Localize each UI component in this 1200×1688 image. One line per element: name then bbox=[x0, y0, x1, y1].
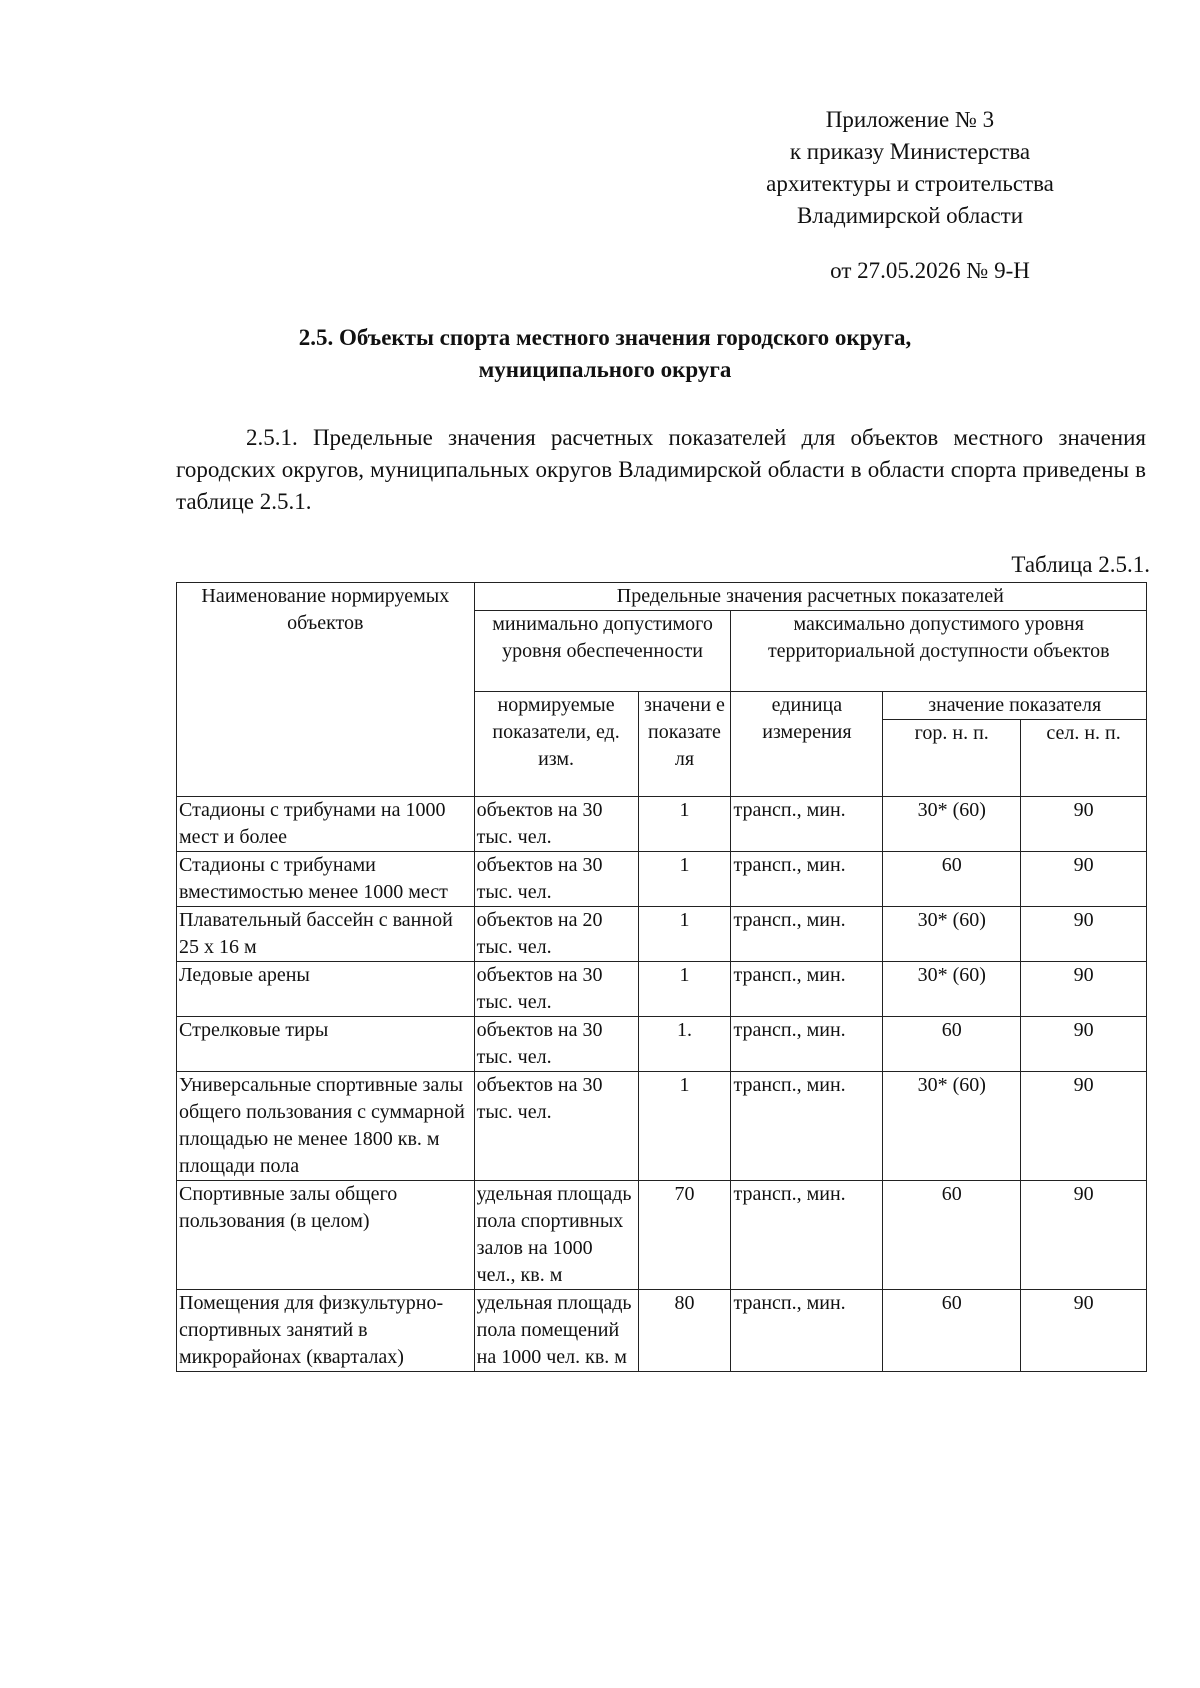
cell-value: 1 bbox=[638, 1072, 731, 1181]
cell-norm: объектов на 30 тыс. чел. bbox=[474, 1017, 638, 1072]
cell-unit: трансп., мин. bbox=[731, 1181, 883, 1290]
cell-rural: 90 bbox=[1021, 907, 1147, 962]
cell-rural: 90 bbox=[1021, 1290, 1147, 1372]
cell-rural: 90 bbox=[1021, 852, 1147, 907]
cell-unit: трансп., мин. bbox=[731, 1072, 883, 1181]
appendix-line: Приложение № 3 bbox=[825, 107, 995, 132]
cell-urban: 60 bbox=[883, 1290, 1021, 1372]
cell-urban: 60 bbox=[883, 1017, 1021, 1072]
appendix-line: Владимирской области bbox=[796, 203, 1024, 228]
header-norm-indicators: нормируемые показатели, ед. изм. bbox=[474, 692, 638, 797]
header-urban: гор. н. п. bbox=[883, 720, 1021, 797]
cell-norm: объектов на 30 тыс. чел. bbox=[474, 1072, 638, 1181]
intro-paragraph: 2.5.1. Предельные значения расчетных показателей для объектов местного значения городских округов, муниципальных округов Владимирской области в области спорта приведены в таблице 2.5.1. bbox=[176, 425, 1146, 514]
cell-unit: трансп., мин. bbox=[731, 797, 883, 852]
cell-rural: 90 bbox=[1021, 1181, 1147, 1290]
cell-name: Стадионы с трибунами вместимостью менее 1000 мест bbox=[177, 852, 475, 907]
cell-urban: 60 bbox=[883, 852, 1021, 907]
table-row bbox=[177, 1181, 1147, 1290]
cell-name: Плавательный бассейн с ванной 25 х 16 м bbox=[177, 907, 475, 962]
cell-value: 1 bbox=[638, 852, 731, 907]
cell-unit: трансп., мин. bbox=[731, 907, 883, 962]
header-unit: единица измерения bbox=[731, 692, 883, 797]
cell-name: Ледовые арены bbox=[177, 962, 475, 1017]
cell-urban: 30* (60) bbox=[883, 962, 1021, 1017]
norms-table bbox=[176, 582, 1147, 1372]
cell-norm: удельная площадь пола спортивных залов на 1000 чел., кв. м bbox=[474, 1181, 638, 1290]
table-row bbox=[177, 1072, 1147, 1181]
header-row bbox=[177, 583, 1147, 611]
appendix-line: к приказу Министерства bbox=[789, 139, 1031, 164]
cell-norm: объектов на 20 тыс. чел. bbox=[474, 907, 638, 962]
table-row bbox=[177, 1290, 1147, 1372]
cell-rural: 90 bbox=[1021, 962, 1147, 1017]
cell-value: 70 bbox=[638, 1181, 731, 1290]
header-limit-values: Предельные значения расчетных показателей bbox=[474, 583, 1146, 611]
section-title-line: 2.5. Объекты спорта местного значения городского округа, bbox=[298, 325, 912, 350]
cell-value: 1 bbox=[638, 907, 731, 962]
appendix-line: архитектуры и строительства bbox=[766, 171, 1054, 196]
table-caption: Таблица 2.5.1. bbox=[1011, 552, 1150, 577]
table-row bbox=[177, 962, 1147, 1017]
cell-norm: объектов на 30 тыс. чел. bbox=[474, 852, 638, 907]
header-min-level: минимально допустимого уровня обеспеченности bbox=[474, 611, 731, 692]
cell-urban: 30* (60) bbox=[883, 797, 1021, 852]
header-value: значени е показате ля bbox=[638, 692, 731, 797]
section-title-line: муниципального округа bbox=[478, 357, 732, 382]
cell-norm: объектов на 30 тыс. чел. bbox=[474, 962, 638, 1017]
cell-norm: удельная площадь пола помещений на 1000 чел. кв. м bbox=[474, 1290, 638, 1372]
cell-value: 1. bbox=[638, 1017, 731, 1072]
header-rural: сел. н. п. bbox=[1021, 720, 1147, 797]
table-row bbox=[177, 1017, 1147, 1072]
cell-rural: 90 bbox=[1021, 1017, 1147, 1072]
table-row bbox=[177, 907, 1147, 962]
cell-unit: трансп., мин. bbox=[731, 1290, 883, 1372]
cell-urban: 30* (60) bbox=[883, 907, 1021, 962]
header-object-name: Наименование нормируемых объектов bbox=[177, 583, 475, 797]
header-max-level: максимально допустимого уровня территориальной доступности объектов bbox=[731, 611, 1147, 692]
cell-value: 80 bbox=[638, 1290, 731, 1372]
cell-norm: объектов на 30 тыс. чел. bbox=[474, 797, 638, 852]
cell-name: Стрелковые тиры bbox=[177, 1017, 475, 1072]
cell-name: Помещения для физкультурно-спортивных занятий в микрорайонах (кварталах) bbox=[177, 1290, 475, 1372]
cell-value: 1 bbox=[638, 797, 731, 852]
cell-urban: 60 bbox=[883, 1181, 1021, 1290]
cell-name: Спортивные залы общего пользования (в целом) bbox=[177, 1181, 475, 1290]
cell-unit: трансп., мин. bbox=[731, 1017, 883, 1072]
cell-name: Стадионы с трибунами на 1000 мест и более bbox=[177, 797, 475, 852]
order-date: от 27.05.2026 № 9-Н bbox=[830, 258, 1030, 283]
cell-value: 1 bbox=[638, 962, 731, 1017]
cell-urban: 30* (60) bbox=[883, 1072, 1021, 1181]
table-row bbox=[177, 797, 1147, 852]
cell-name: Универсальные спортивные залы общего пользования с суммарной площадью не менее 1800 кв. м площади пола bbox=[177, 1072, 475, 1181]
cell-unit: трансп., мин. bbox=[731, 962, 883, 1017]
cell-rural: 90 bbox=[1021, 797, 1147, 852]
header-indicator-value: значение показателя bbox=[883, 692, 1147, 720]
table-row bbox=[177, 852, 1147, 907]
appendix-block bbox=[700, 104, 1120, 232]
section-title bbox=[140, 322, 1070, 386]
cell-unit: трансп., мин. bbox=[731, 852, 883, 907]
cell-rural: 90 bbox=[1021, 1072, 1147, 1181]
